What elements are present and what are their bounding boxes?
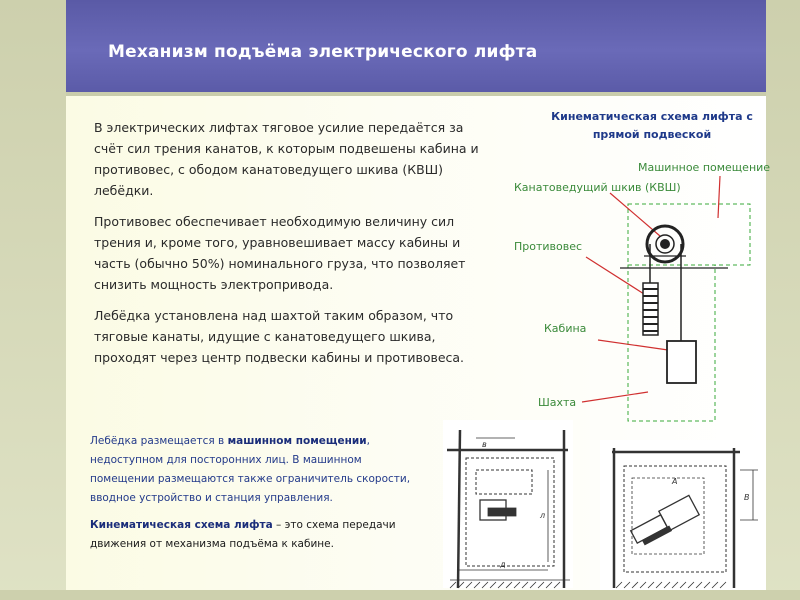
kinematic-scheme-term: Кинематическая схема лифта <box>90 519 273 531</box>
scheme-title-line1: Кинематическая схема лифта с <box>551 110 753 123</box>
kinematic-scheme <box>620 226 728 383</box>
paragraph-traction: В электрических лифтах тяговое усилие передаётся за счёт сил трения канатов, к которым подвешены кабина и противовес, с ободом канатоведущего шкива (КВШ) лебёдки. <box>94 120 479 198</box>
label-counterweight: Противовес <box>514 240 583 253</box>
label-machine-room: Машинное помещение <box>638 161 771 174</box>
right-dim-2: В <box>744 493 750 502</box>
left-dim-3: л <box>540 511 546 520</box>
note-definition: Кинематическая схема лифта – это схема передачи движения от механизма подъёма к кабине. <box>90 519 396 550</box>
left-dim-2: д <box>500 560 506 569</box>
bottom-strip <box>0 590 800 600</box>
label-shaft: Шахта <box>538 396 577 409</box>
paragraph-counterweight: Противовес обеспечивает необходимую величину сил трения и, кроме того, уравновешивает массу кабины и часть (обычно 50%) номинального груза, что позволяет снизить мощность электропривода. <box>94 214 466 292</box>
machine-room-drawing-left <box>443 420 573 588</box>
left-dim-1: в <box>482 440 487 449</box>
machine-room-drawing-right <box>600 440 764 590</box>
cabin-icon <box>667 341 696 383</box>
note-machine-room: Лебёдка размещается в машинном помещении, недоступном для посторонних лиц. В машинном помещении размещаются также ограничитель скорости, вводное устройство и станция управления. <box>90 435 411 504</box>
scheme-title-line2: прямой подвеской <box>592 128 712 141</box>
label-sheave: Канатоведущий шкив (КВШ) <box>514 181 681 194</box>
label-cabin: Кабина <box>544 322 587 335</box>
slide-title: Механизм подъёма электрического лифта <box>108 42 538 62</box>
right-dim-1: А <box>672 477 678 486</box>
paragraph-winch: Лебёдка установлена над шахтой таким образом, что тяговые канаты, идущие с канатоведущего шкива, проходят через центр подвески кабины и противовеса. <box>94 308 465 365</box>
machine-room-term: машинном помещении <box>227 435 367 447</box>
